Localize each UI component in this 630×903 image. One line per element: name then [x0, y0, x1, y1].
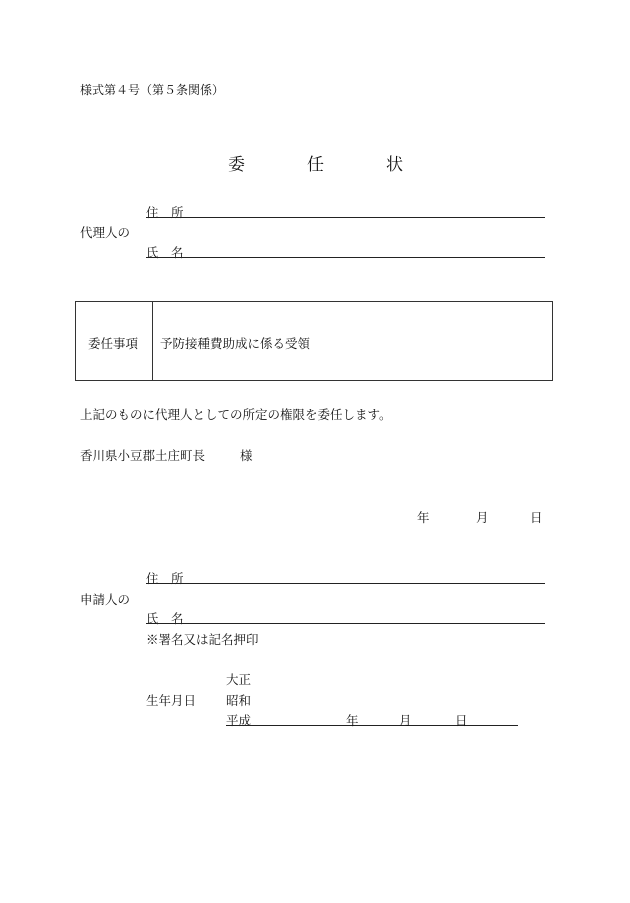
applicant-group-label: 申請人の	[80, 592, 131, 607]
birth-month: 月	[399, 713, 412, 728]
applicant-address-label: 住 所	[146, 571, 184, 586]
agent-address-label: 住 所	[146, 205, 184, 220]
delegation-divider	[152, 302, 153, 380]
agent-name-label: 氏 名	[146, 245, 184, 260]
delegation-statement: 上記のものに代理人としての所定の権限を委任します。	[80, 407, 392, 422]
title-char-1: 委	[228, 155, 245, 175]
birth-day: 日	[455, 713, 468, 728]
date-month: 月	[476, 510, 489, 525]
signature-note: ※署名又は記名押印	[146, 632, 259, 647]
birth-year: 年	[346, 713, 359, 728]
addressee-honorific: 様	[240, 448, 253, 463]
form-number: 様式第４号（第５条関係）	[80, 83, 225, 97]
era-showa: 昭和	[226, 693, 252, 708]
title-char-3: 状	[386, 155, 403, 175]
delegation-box	[75, 301, 553, 381]
delegation-label: 委任事項	[88, 336, 139, 351]
applicant-address-line[interactable]	[146, 567, 545, 584]
agent-group-label: 代理人の	[80, 225, 131, 240]
birthdate-label: 生年月日	[146, 693, 197, 708]
birthdate-line[interactable]	[226, 709, 518, 726]
agent-name-line[interactable]	[146, 241, 545, 258]
date-day: 日	[530, 510, 543, 525]
era-taisho: 大正	[226, 672, 252, 687]
applicant-name-label: 氏 名	[146, 611, 184, 626]
addressee-name: 香川県小豆郡土庄町長	[80, 448, 206, 463]
applicant-name-line[interactable]	[146, 607, 545, 624]
title-char-2: 任	[307, 155, 324, 175]
era-heisei: 平成	[226, 713, 252, 728]
date-year: 年	[417, 510, 430, 525]
delegation-content: 予防接種費助成に係る受領	[160, 336, 311, 351]
agent-address-line[interactable]	[146, 201, 545, 218]
